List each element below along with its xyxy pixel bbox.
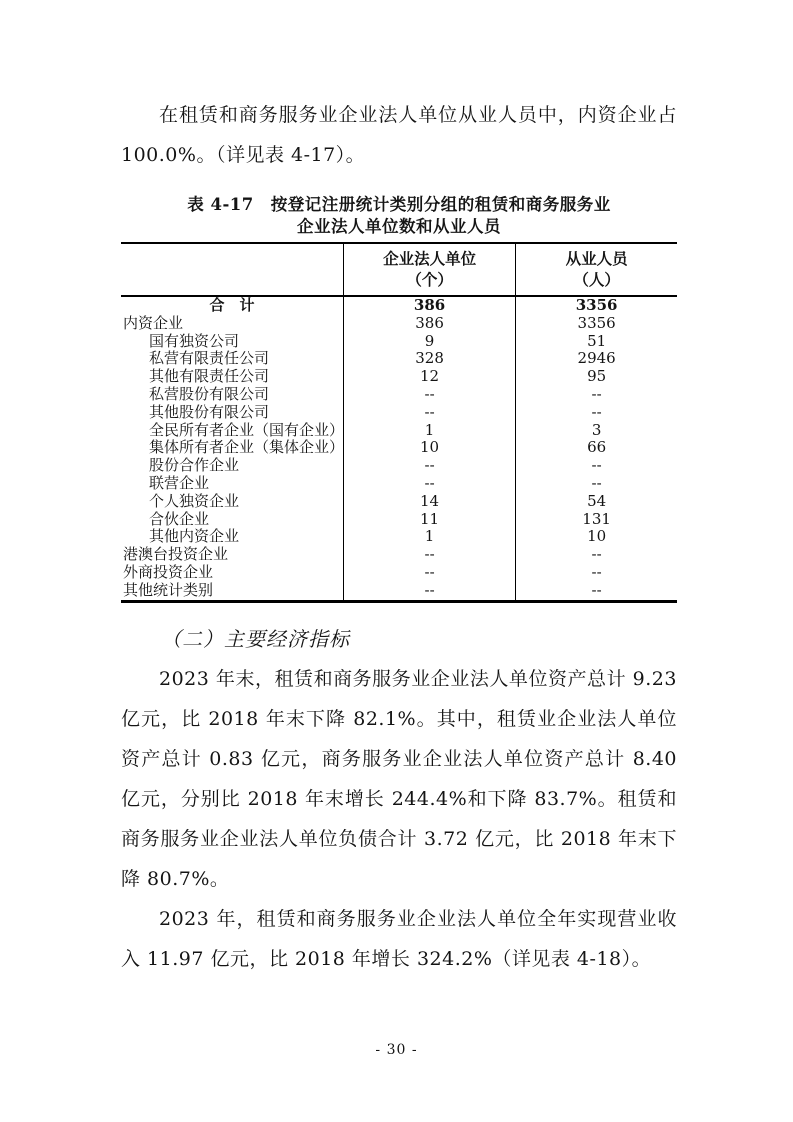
- row-unit-count: 14: [343, 493, 515, 511]
- table-row: [121, 457, 677, 475]
- table-row: [121, 439, 677, 457]
- row-staff-count: 3356: [516, 296, 677, 315]
- row-staff-count: 54: [516, 493, 677, 511]
- row-unit-count: --: [343, 564, 515, 582]
- table-row: [121, 493, 677, 511]
- intro-paragraph: 在租赁和商务服务业企业法人单位从业人员中，内资企业占 100.0%。（详见表 4-17）。: [121, 104, 677, 166]
- table-row: [121, 350, 677, 368]
- header-unit-count: [343, 243, 515, 296]
- row-label: 个人独资企业: [149, 491, 240, 510]
- row-unit-count: --: [343, 457, 515, 475]
- table-row: [121, 511, 677, 529]
- row-staff-count: --: [516, 546, 677, 564]
- table-row: [121, 546, 677, 564]
- row-staff-count: 3: [516, 422, 677, 440]
- table-row: [121, 368, 677, 386]
- row-label: 其他统计类别: [123, 580, 214, 599]
- header-staff-title: 从业人员: [565, 249, 628, 268]
- row-label: 合伙企业: [149, 509, 210, 528]
- table-title: [121, 194, 677, 238]
- row-label: 私营股份有限公司: [149, 384, 270, 403]
- table-row: [121, 475, 677, 493]
- stats-table: [121, 242, 677, 603]
- row-label: 联营企业: [149, 473, 210, 492]
- row-staff-count: 131: [516, 511, 677, 529]
- row-unit-count: 386: [343, 315, 515, 333]
- row-staff-count: --: [516, 457, 677, 475]
- table-row: [121, 528, 677, 546]
- row-label: 全民所有者企业（国有企业）: [149, 420, 345, 439]
- row-unit-count: 10: [343, 439, 515, 457]
- header-label-blank: [121, 243, 343, 296]
- table-row: [121, 296, 677, 315]
- header-staff-measure: （人）: [573, 270, 620, 289]
- table-header: [121, 243, 677, 296]
- row-label: 集体所有者企业（集体企业）: [149, 438, 345, 457]
- row-staff-count: 51: [516, 333, 677, 351]
- row-unit-count: 1: [343, 528, 515, 546]
- row-unit-count: 328: [343, 350, 515, 368]
- table-row: [121, 564, 677, 582]
- page-number: - 30 -: [375, 1042, 418, 1058]
- row-label: 内资企业: [123, 313, 184, 332]
- row-unit-count: --: [343, 546, 515, 564]
- table-row: [121, 404, 677, 422]
- table-body: [121, 296, 677, 601]
- row-label: 港澳台投资企业: [123, 545, 229, 564]
- row-unit-count: 1: [343, 422, 515, 440]
- row-label: 其他股份有限公司: [149, 402, 270, 421]
- row-staff-count: --: [516, 404, 677, 422]
- row-unit-count: 386: [343, 296, 515, 315]
- row-label: 外商投资企业: [123, 562, 214, 581]
- row-unit-count: 12: [343, 368, 515, 386]
- row-unit-count: 9: [343, 333, 515, 351]
- row-label: 国有独资公司: [149, 331, 240, 350]
- row-unit-count: --: [343, 404, 515, 422]
- table-row: [121, 386, 677, 404]
- row-staff-count: --: [516, 582, 677, 601]
- row-label: 其他内资企业: [149, 527, 240, 546]
- body-paragraph-2: 2023 年，租赁和商务服务业企业法人单位全年实现营业收入 11.97 亿元，比 2018 年增长 324.2%（详见表 4-18）。: [121, 907, 677, 970]
- row-label: 其他有限责任公司: [149, 367, 270, 386]
- row-label: 私营有限责任公司: [149, 349, 270, 368]
- row-label: 合 计: [209, 296, 255, 314]
- row-staff-count: --: [516, 475, 677, 493]
- row-unit-count: --: [343, 582, 515, 601]
- row-unit-count: --: [343, 386, 515, 404]
- table-row: [121, 422, 677, 440]
- row-label: 股份合作企业: [149, 456, 240, 475]
- table-row: [121, 582, 677, 601]
- table-title-line1: 表 4-17 按登记注册统计类别分组的租赁和商务服务业: [187, 195, 611, 214]
- row-staff-count: --: [516, 564, 677, 582]
- body-paragraph-1: 2023 年末，租赁和商务服务业企业法人单位资产总计 9.23 亿元，比 2018 年末下降 82.1%。其中，租赁业企业法人单位资产总计 0.83 亿元，商务服务业企业法人单位资产总计 8.40 亿元，分别比 2018 年末增长 244.4%和下降 83.7%。租赁和商务服务业企业法人单位负债合计 3.72 亿元，比 2018 年末下降 80.7%。: [121, 667, 677, 890]
- table-title-line2: 企业法人单位数和从业人员: [297, 217, 501, 236]
- row-unit-count: --: [343, 475, 515, 493]
- row-staff-count: 66: [516, 439, 677, 457]
- header-unit-measure: （个）: [406, 270, 453, 289]
- row-unit-count: 11: [343, 511, 515, 529]
- table-row: [121, 333, 677, 351]
- row-staff-count: 95: [516, 368, 677, 386]
- row-staff-count: 3356: [516, 315, 677, 333]
- table-row: [121, 315, 677, 333]
- row-staff-count: --: [516, 386, 677, 404]
- section-heading: （二）主要经济指标: [161, 626, 350, 651]
- page-content: [121, 0, 677, 979]
- row-staff-count: 2946: [516, 350, 677, 368]
- row-staff-count: 10: [516, 528, 677, 546]
- header-staff-count: [516, 243, 677, 296]
- header-unit-title: 企业法人单位: [383, 249, 477, 268]
